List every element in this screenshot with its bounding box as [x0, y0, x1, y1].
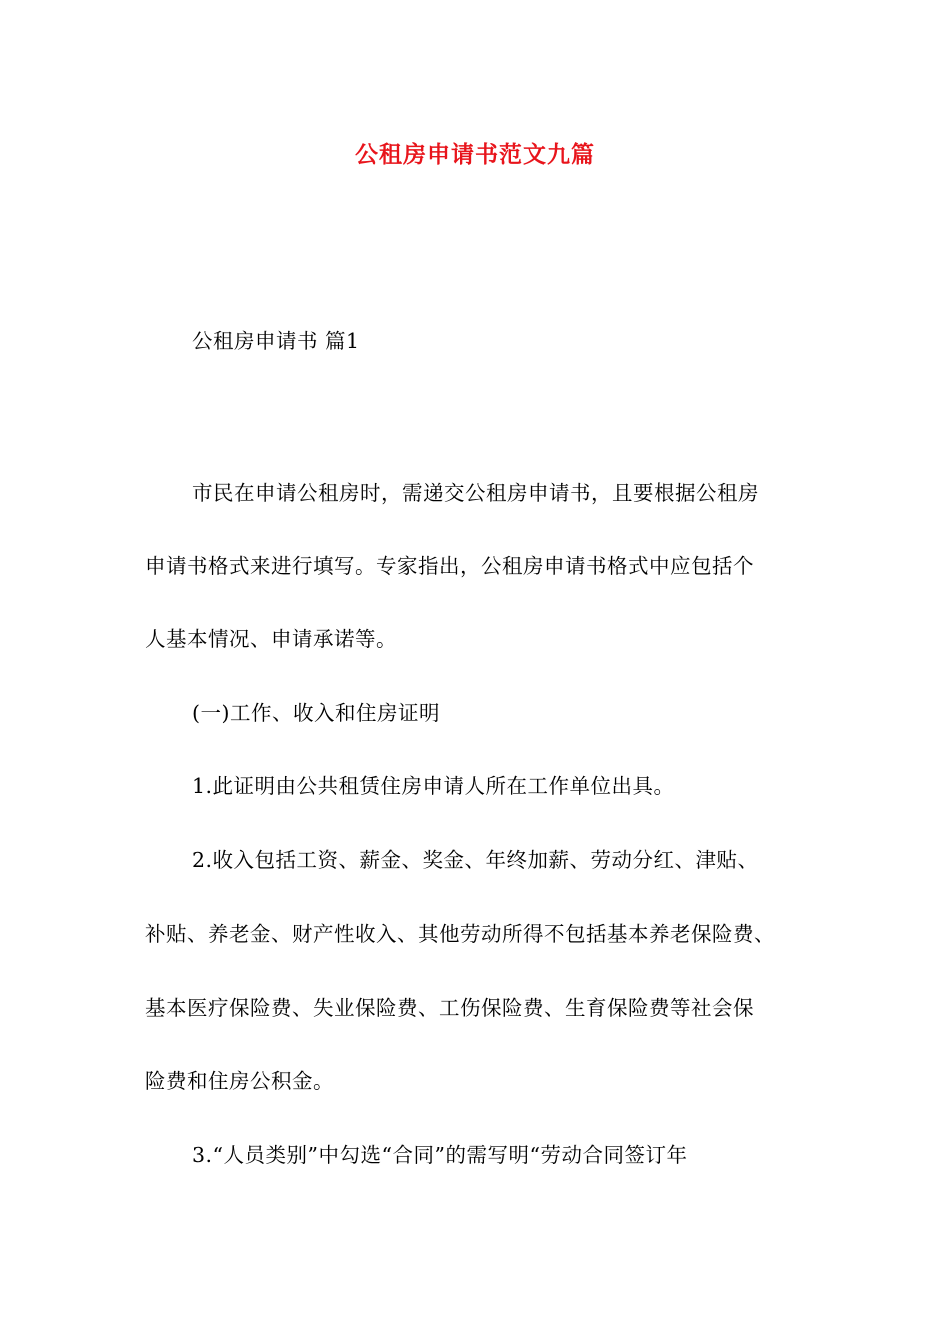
- paragraph-line: 申请书格式来进行填写。专家指出，公租房申请书格式中应包括个: [145, 554, 754, 578]
- paragraph-line: 市民在申请公租房时，需递交公租房申请书，且要根据公租房: [192, 481, 759, 505]
- list-item-line: 1.此证明由公共租赁住房申请人所在工作单位出具。: [192, 774, 675, 798]
- document-title: 公租房申请书范文九篇: [355, 141, 595, 168]
- subheading-line: (一)工作、收入和住房证明: [192, 701, 440, 725]
- list-item-line: 2.收入包括工资、薪金、奖金、年终加薪、劳动分红、津贴、: [192, 848, 759, 872]
- paragraph-line: 补贴、养老金、财产性收入、其他劳动所得不包括基本养老保险费、: [145, 922, 775, 946]
- section-heading: 公租房申请书 篇1: [192, 329, 360, 353]
- paragraph-line: 人基本情况、申请承诺等。: [145, 627, 397, 651]
- paragraph-line: 基本医疗保险费、失业保险费、工伤保险费、生育保险费等社会保: [145, 996, 754, 1020]
- list-item-line: 3.“人员类别”中勾选“合同”的需写明“劳动合同签订年: [192, 1143, 688, 1167]
- paragraph-line: 险费和住房公积金。: [145, 1069, 334, 1093]
